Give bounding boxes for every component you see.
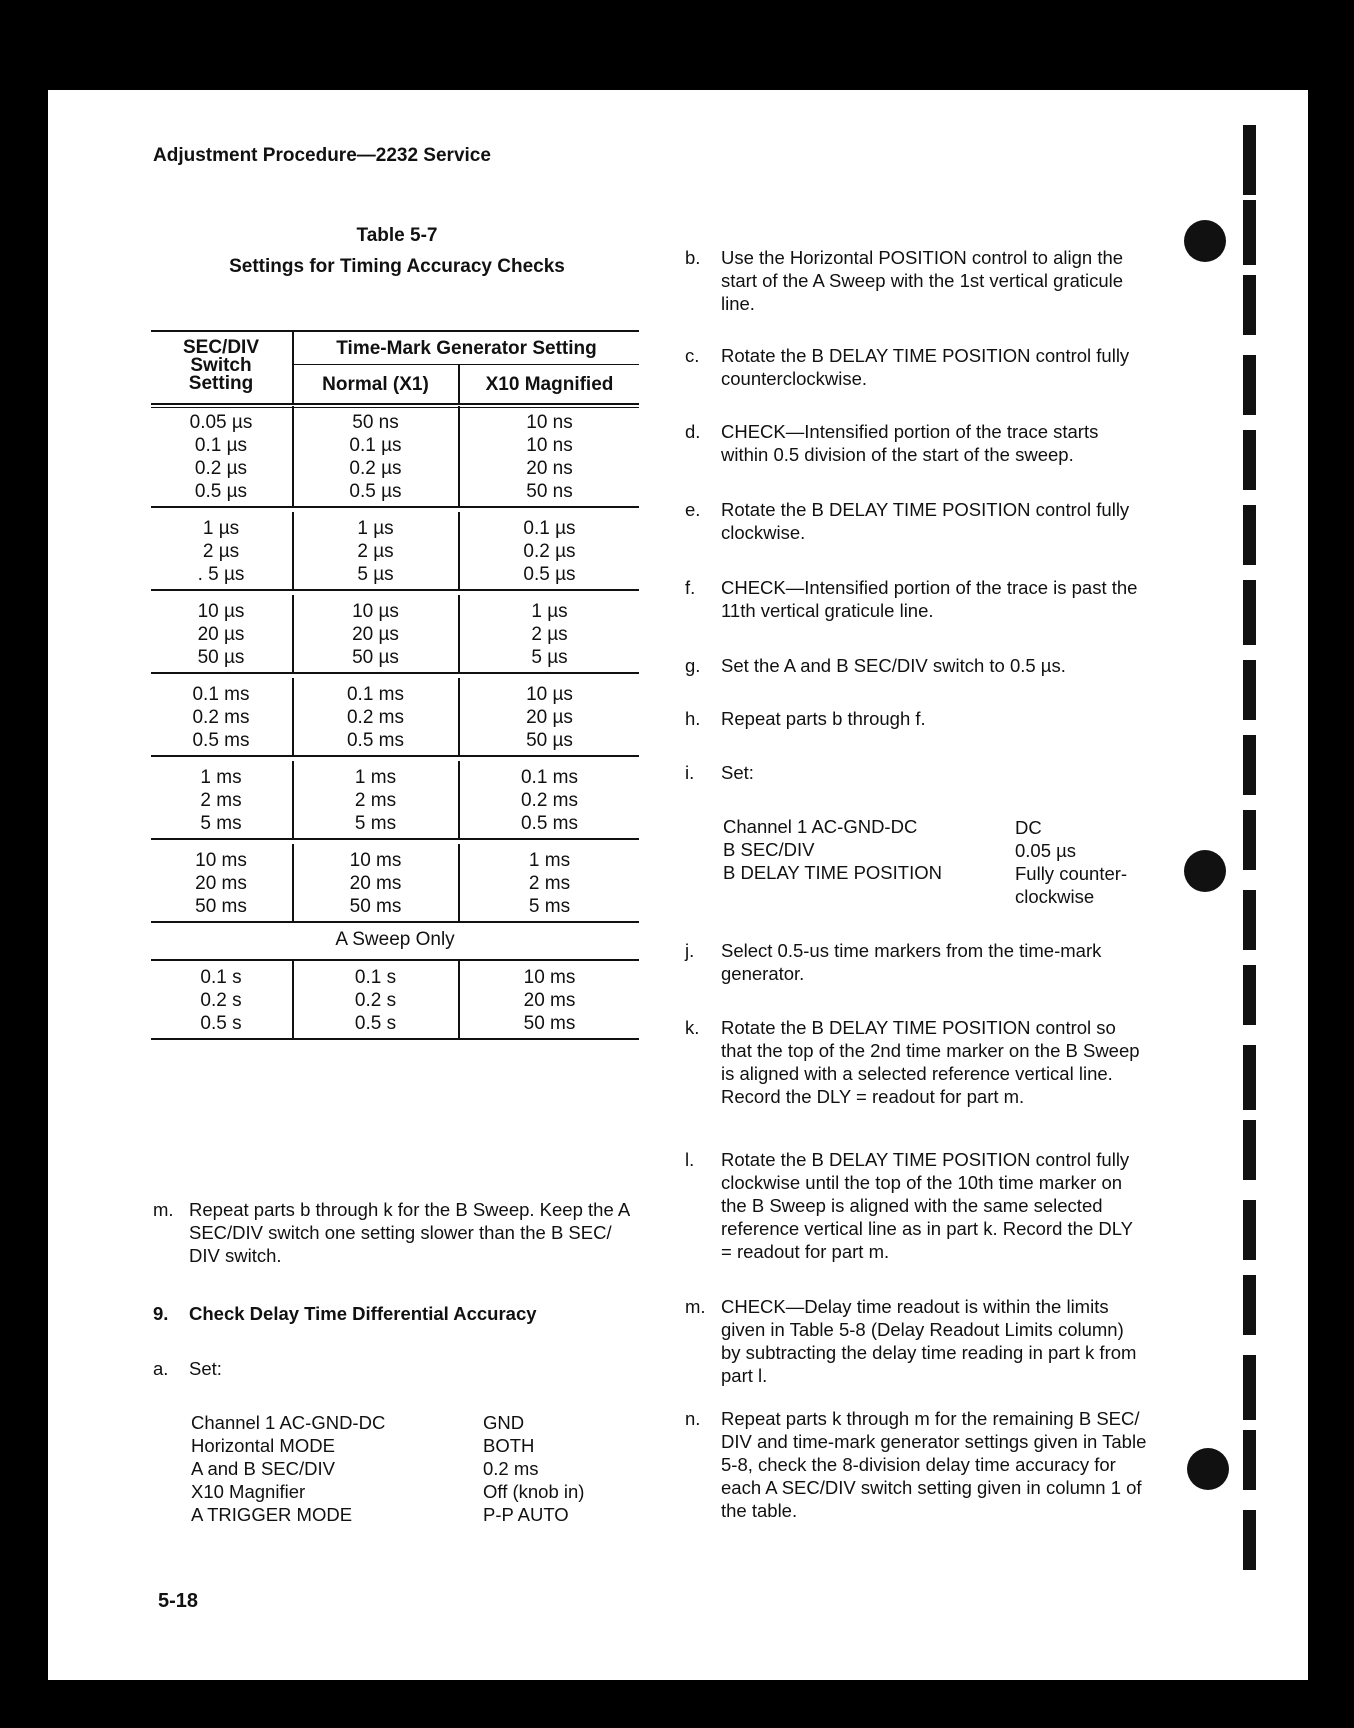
table-col-rule [292, 761, 294, 838]
table-rule [151, 407, 639, 408]
table-cell: 20 ms [349, 873, 402, 894]
table-cell: 1 ms [200, 767, 242, 788]
table-cell: . 5 µs [197, 564, 245, 585]
step-label: m. [685, 1296, 706, 1317]
table-cell: 10 ms [349, 850, 402, 871]
binding-tab [1243, 735, 1256, 795]
table-col-rule [292, 844, 294, 921]
binding-tab [1243, 660, 1256, 720]
table-cell: 50 ns [352, 412, 399, 433]
setting-value: BOTH [483, 1435, 535, 1456]
table-cell: 0.5 µs [523, 564, 576, 585]
col-head-x10: X10 Magnified [485, 374, 614, 395]
manual-page: Adjustment Procedure—2232 Service Table 5-7 Settings for Timing Accuracy Checks SEC/DIV Switch Setting Time-Mark Generator Setting Normal (X1) X10 Magnified 0.05 µs 50 ns 10 ns 0.1 µs 0.1 µs 10 ns 0.2 µs 0.2 µs 20 ns 0.5 µs 0.5 µs 50 ns 1 µs 1 µs 0.1 µs 2 µs 2 µs 0.2 µs . 5 µs 5 µs 0.5 µs 10 µs 10 µs 1 µs 20 µs 20 µs 2 µs 50 µs 50 µs 5 µs 0.1 ms 0.1 ms 10 µs 0.2 ms 0.2 ms 20 µs 0.5 ms 0.5 ms 50 µs 1 ms 1 ms 0.1 ms 2 ms 2 ms 0.2 ms 5 ms 5 ms 0.5 ms 10 ms 10 ms 1 ms 20 ms 20 ms 2 ms 50 ms 50 ms 5 ms A Sweep Only 0.1 s 0.1 s 10 ms 0.2 s 0.2 s 20 ms 0.5 s 0.5 s 50 ms m. Repeat parts b through k for the B Sweep. Keep the A SEC/DIV switch one setting slower than the B SEC/ DIV switch. 9. Check Delay Time Differential Accuracy a. Set: Channel 1 AC-GND-DC GND Horizontal MODE BOTH A and B SEC/DIV 0.2 ms X10 Magnifier Off (knob in) A TRIGGER MODE P-P AUTO b. Use the Horizontal POSITION control to align the start of the A Sweep with the 1st vertical graticule line. c. Rotate the B DELAY TIME POSITION control fully counterclockwise. d. CHECK—Intensified portion of the trace starts within 0.5 division of the start of the sweep. e. Rotate the B DELAY TIME POSITION control fully clockwise. f. CHECK—Intensified portion of the trace is past the 11th vertical graticule line. g. Set the A and B SEC/DIV switch to 0.5 µs. h. Repeat parts b through f. i. Set: j. Select 0.5-us time markers from the time-mark generator. k. Rotate the B DELAY TIME POSITION control so that the top of the 2nd time marker on the B Sweep is aligned with a selected reference vertical line. Record the DLY = readout for part m. l. Rotate the B DELAY TIME POSITION control fully clockwise until the top of the 10th time marker on the B Sweep is aligned with the same selected reference vertical line as in part k. Record the DLY = readout for part m. m. CHECK—Delay time readout is within the limits given in Table 5-8 (Delay Readout Limits column) by subtracting the delay time reading in part k from part l. n. Repeat parts k through m for the remaining B SEC/ DIV and time-mark generator settings given in Table 5-8, check the 8-division delay time accuracy for each A SEC/DIV switch setting given in column 1 of the table. Channel 1 AC-GND-DC DC B SEC/DIV 0.05 µs B DELAY TIME POSITION Fully counter- clockwise 5-18 [48, 90, 1308, 1680]
step-label: i. [685, 762, 695, 783]
table-cell: 2 ms [354, 790, 397, 811]
table-col-rule [458, 512, 460, 589]
table-cell: 0.05 µs [189, 412, 253, 433]
group-head-time-mark: Time-Mark Generator Setting [336, 338, 597, 359]
binding-tab [1243, 1275, 1256, 1335]
step-text: Set: [721, 762, 754, 783]
step-text: CHECK—Delay time readout is within the limits given in Table 5-8 (Delay Readout Limits column) by subtracting the delay time reading in part k from part l. [721, 1296, 1137, 1386]
table-cell: 0.5 ms [192, 730, 250, 751]
binding-tab [1243, 1200, 1256, 1260]
table-rule [151, 506, 639, 508]
table-cell: 0.1 µs [349, 435, 402, 456]
table-cell: 20 µs [526, 707, 573, 728]
table-col-rule [292, 330, 294, 403]
table-cell: 0.5 s [354, 1013, 397, 1034]
table-cell: 0.1 ms [192, 684, 250, 705]
step-label: b. [685, 247, 701, 268]
punch-hole [1187, 1448, 1229, 1490]
table-cell: 20 µs [352, 624, 399, 645]
table-cell: 50 µs [526, 730, 573, 751]
step-label: d. [685, 421, 701, 442]
table-cell: 0.1 ms [520, 767, 579, 788]
setting-name: B DELAY TIME POSITION [723, 862, 942, 883]
table-cell: 0.2 µs [194, 458, 248, 479]
table-rule [151, 672, 639, 674]
table-cell: 5 ms [528, 896, 571, 917]
table-caption: Table 5-7 [356, 225, 438, 246]
running-header: Adjustment Procedure—2232 Service [153, 145, 491, 166]
table-rule [151, 403, 639, 405]
binding-tab [1243, 355, 1256, 415]
step-label: k. [685, 1017, 700, 1038]
table-col-rule [292, 595, 294, 672]
binding-tab [1243, 1120, 1256, 1180]
table-cell: 0.2 ms [346, 707, 405, 728]
table-cell: 5 µs [531, 647, 568, 668]
binding-tab [1243, 125, 1256, 195]
binding-tab [1243, 430, 1256, 490]
page-number: 5-18 [158, 1590, 199, 1612]
step-label: m. [153, 1199, 174, 1220]
step-label: j. [685, 940, 695, 961]
setting-value: 0.2 ms [483, 1458, 539, 1479]
step-label: h. [685, 708, 701, 729]
binding-tab [1243, 1045, 1256, 1110]
table-cell: 0.5 µs [349, 481, 402, 502]
binding-tab [1243, 580, 1256, 645]
col-head-normal: Normal (X1) [322, 374, 429, 395]
table-rule [151, 330, 639, 332]
step-label: n. [685, 1408, 701, 1429]
table-cell: 0.5 µs [194, 481, 248, 502]
table-cell: 0.1 µs [194, 435, 248, 456]
table-cell: 1 µs [531, 601, 568, 622]
table-rule [294, 364, 639, 365]
table-cell: 0.1 µs [523, 518, 576, 539]
setting-name: B SEC/DIV [723, 839, 815, 860]
table-cell: 0.5 s [200, 1013, 242, 1034]
setting-value: GND [483, 1412, 525, 1433]
table-col-rule [292, 678, 294, 755]
step-label: c. [685, 345, 700, 366]
table-cell: 1 µs [202, 518, 240, 539]
table-cell: 5 ms [200, 813, 242, 834]
table-cell: 20 ms [195, 873, 247, 894]
setting-value: 0.05 µs [1015, 840, 1077, 861]
table-col-rule [292, 512, 294, 589]
step-text: Use the Horizontal POSITION control to align the start of the A Sweep with the 1st vertical graticule line. [721, 247, 1124, 314]
step-text: Repeat parts b through k for the B Sweep. Keep the A SEC/DIV switch one setting slower than the B SEC/ DIV switch. [189, 1199, 630, 1266]
table-cell: 10 µs [526, 684, 573, 705]
table-col-rule [458, 959, 460, 1038]
step-label: f. [685, 577, 696, 598]
table-cell: 0.5 ms [520, 813, 579, 834]
step-label: g. [685, 655, 701, 676]
table-cell: 0.2 µs [523, 541, 576, 562]
table-cell: 1 µs [357, 518, 394, 539]
table-rule [151, 838, 639, 840]
table-cell: 0.1 s [200, 967, 242, 988]
table-cell: 0.2 ms [192, 707, 250, 728]
table-rule [151, 1038, 639, 1040]
step-label: e. [685, 499, 701, 520]
step-text: Select 0.5-us time markers from the time-mark generator. [721, 940, 1102, 984]
table-cell: 2 ms [528, 873, 571, 894]
binding-tab [1243, 275, 1256, 335]
table-cell: 50 ms [349, 896, 402, 917]
setting-value: Off (knob in) [483, 1481, 585, 1502]
table-rule [151, 755, 639, 757]
step-text: CHECK—Intensified portion of the trace is past the 11th vertical graticule line. [721, 577, 1138, 621]
binding-tab [1243, 1355, 1256, 1420]
setting-value: P-P AUTO [483, 1504, 569, 1525]
punch-hole [1184, 220, 1226, 262]
table-cell: 50 ns [526, 481, 573, 502]
step-text: Rotate the B DELAY TIME POSITION control so that the top of the 2nd time marker on the B Sweep is aligned with a selected reference vertical line. Record the DLY = readout for part m. [721, 1017, 1140, 1107]
setting-name: Channel 1 AC-GND-DC [191, 1412, 386, 1433]
step-text: CHECK—Intensified portion of the trace starts within 0.5 division of the start of the sweep. [721, 421, 1099, 465]
binding-tab [1243, 890, 1256, 950]
table-col-rule [292, 959, 294, 1038]
binding-tab [1243, 965, 1256, 1025]
table-cell: 1 ms [354, 767, 397, 788]
step-text: Rotate the B DELAY TIME POSITION control fully clockwise until the top of the 10th time marker on the B Sweep is aligned with the same selected reference vertical line as in part k. Record the DLY = readout for part m. [721, 1149, 1133, 1262]
col-head-sec-div: SEC/DIV Switch Setting [182, 337, 260, 394]
table-cell: 20 µs [197, 624, 245, 645]
table-cell: 0.5 ms [346, 730, 405, 751]
table-col-rule [458, 595, 460, 672]
setting-value: Fully counter- clockwise [1015, 863, 1128, 907]
step-label: l. [685, 1149, 695, 1170]
table-cell: 10 ms [195, 850, 247, 871]
table-rule [151, 959, 639, 961]
a-sweep-only-label: A Sweep Only [335, 929, 455, 950]
table-cell: 10 µs [197, 601, 245, 622]
binding-tab [1243, 200, 1256, 265]
table-cell: 10 µs [352, 601, 399, 622]
table-cell: 2 µs [531, 624, 568, 645]
table-subtitle: Settings for Timing Accuracy Checks [229, 256, 565, 277]
table-cell: 10 ms [523, 967, 576, 988]
table-cell: 50 µs [352, 647, 399, 668]
table-col-rule [458, 761, 460, 838]
table-cell: 2 µs [357, 541, 394, 562]
setting-name: Horizontal MODE [191, 1435, 335, 1456]
binding-tab [1243, 505, 1256, 565]
table-rule [151, 589, 639, 591]
setting-name: X10 Magnifier [191, 1481, 306, 1502]
table-col-rule [458, 406, 460, 506]
punch-hole [1184, 850, 1226, 892]
table-cell: 20 ns [526, 458, 573, 479]
step-text: Rotate the B DELAY TIME POSITION control fully clockwise. [721, 499, 1130, 543]
table-cell: 0.2 µs [349, 458, 402, 479]
step-text: Repeat parts k through m for the remaining B SEC/ DIV and time-mark generator settings given in Table 5-8, check the 8-division delay time accuracy for each A SEC/DIV switch setting given in column 1 of the table. [721, 1408, 1147, 1521]
setting-name: Channel 1 AC-GND-DC [723, 816, 918, 837]
table-cell: 0.2 s [354, 990, 397, 1011]
table-rule [151, 921, 639, 923]
table-cell: 50 ms [523, 1013, 576, 1034]
step-text: Repeat parts b through f. [721, 708, 926, 729]
table-cell: 1 ms [528, 850, 571, 871]
table-cell: 0.1 s [354, 967, 397, 988]
step-text: Set the A and B SEC/DIV switch to 0.5 µs. [721, 655, 1066, 676]
setting-name: A and B SEC/DIV [191, 1458, 335, 1479]
table-cell: 5 µs [357, 564, 394, 585]
table-col-rule [458, 678, 460, 755]
table-cell: 0.2 ms [520, 790, 579, 811]
table-col-rule [292, 406, 294, 506]
binding-tab [1243, 1430, 1256, 1490]
table-cell: 5 ms [354, 813, 397, 834]
table-cell: 2 µs [202, 541, 240, 562]
table-cell: 50 µs [197, 647, 245, 668]
table-cell: 50 ms [195, 896, 247, 917]
table-cell: 10 ns [526, 412, 573, 433]
setting-name: A TRIGGER MODE [191, 1504, 353, 1525]
table-cell: 2 ms [200, 790, 242, 811]
binding-tab [1243, 810, 1256, 870]
table-cell: 0.2 s [200, 990, 242, 1011]
table-cell: 0.1 ms [346, 684, 405, 705]
table-col-rule [458, 844, 460, 921]
table-col-rule [458, 364, 460, 403]
step-text: Rotate the B DELAY TIME POSITION control fully counterclockwise. [721, 345, 1130, 389]
setting-value: DC [1015, 817, 1042, 838]
table-cell: 10 ns [526, 435, 573, 456]
table-cell: 20 ms [523, 990, 576, 1011]
binding-tab [1243, 1510, 1256, 1570]
